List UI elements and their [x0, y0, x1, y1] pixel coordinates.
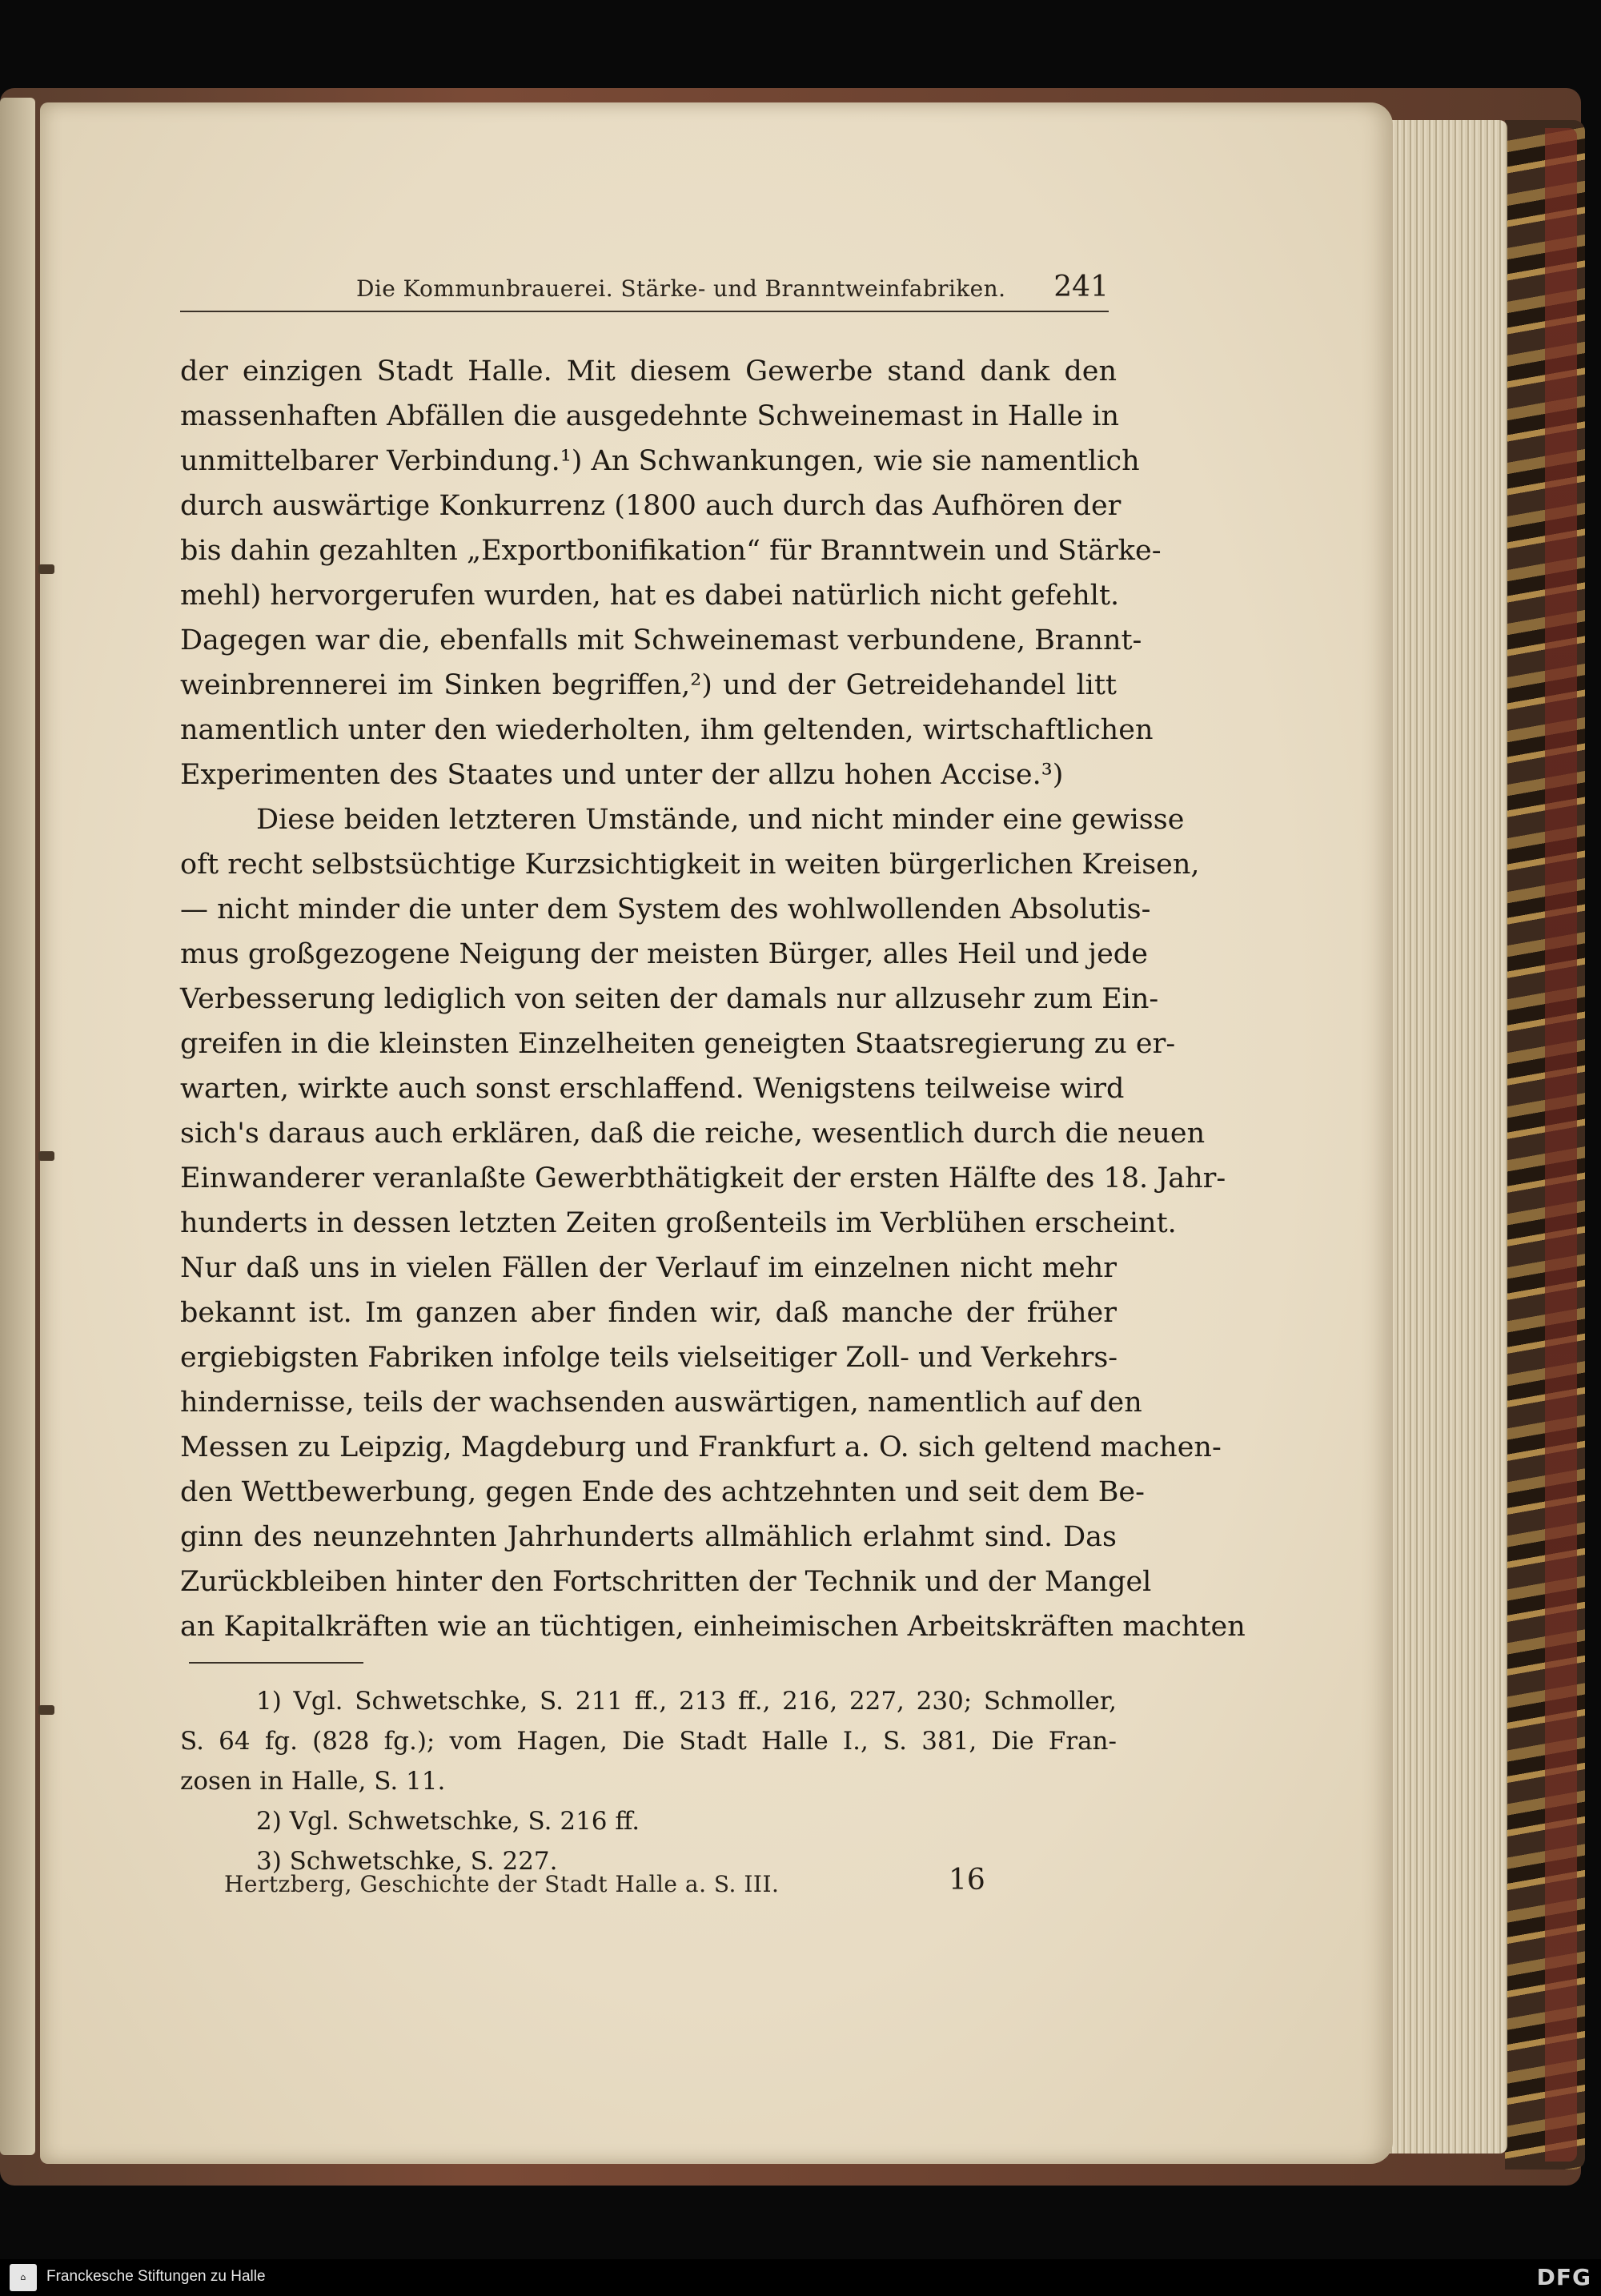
leather-spine — [1545, 128, 1577, 2162]
text-line: Experimenten des Staates und unter der allzu hohen Accise.³) — [180, 759, 1064, 791]
text-line: hunderts in dessen letzten Zeiten großenteils im Verblühen erscheint. — [180, 1207, 1177, 1239]
text-line: Diese beiden letzteren Umstände, und nicht minder eine gewisse — [256, 804, 1185, 836]
footnote-line: 2) Vgl. Schwetschke, S. 216 ff. — [256, 1807, 640, 1836]
body-text — [180, 349, 1246, 1649]
binding-thread — [38, 564, 54, 574]
text-line: weinbrennerei im Sinken begriffen,²) und der Getreidehandel litt — [180, 669, 1117, 701]
footnote-line: 1) Vgl. Schwetschke, S. 211 ff., 213 ff., 216, 227, 230; Schmoller, — [256, 1687, 1117, 1716]
footnotes — [180, 1681, 1117, 1881]
viewer-footer-bar — [0, 2259, 1601, 2296]
text-line: bekannt ist. Im ganzen aber finden wir, daß manche der früher — [180, 1297, 1117, 1329]
institution-logo-icon: ⌂ — [10, 2264, 37, 2291]
text-line: an Kapitalkräften wie an tüchtigen, einheimischen Arbeitskräften machten — [180, 1611, 1246, 1643]
footnote-rule — [189, 1662, 363, 1664]
sheet-number: 16 — [949, 1864, 985, 1897]
text-line: Dagegen war die, ebenfalls mit Schweinemast verbundene, Brannt- — [180, 624, 1142, 656]
text-line: unmittelbarer Verbindung.¹) An Schwankungen, wie sie namentlich — [180, 445, 1140, 477]
running-title: Die Kommunbrauerei. Stärke- und Branntweinfabriken. — [356, 275, 1006, 302]
text-line: der einzigen Stadt Halle. Mit diesem Gewerbe stand dank den — [180, 355, 1117, 387]
footnote-line: 3) Schwetschke, S. 227. — [256, 1847, 558, 1876]
text-line: Nur daß uns in vielen Fällen der Verlauf im einzelnen nicht mehr — [180, 1252, 1117, 1284]
text-line: namentlich unter den wiederholten, ihm geltenden, wirtschaftlichen — [180, 714, 1154, 746]
footnote-line: S. 64 fg. (828 fg.); vom Hagen, Die Stadt Halle I., S. 381, Die Fran- — [180, 1727, 1117, 1756]
running-head — [180, 271, 1109, 312]
printer-signature: Hertzberg, Geschichte der Stadt Halle a. S. III. — [224, 1871, 780, 1897]
text-line: warten, wirkte auch sonst erschlaffend. Wenigstens teilweise wird — [180, 1073, 1125, 1105]
page-stack-edge — [1375, 120, 1507, 2154]
text-line: den Wettbewerbung, gegen Ende des achtzehnten und seit dem Be- — [180, 1476, 1145, 1508]
text-line: Einwanderer veranlaßte Gewerbthätigkeit der ersten Hälfte des 18. Jahr- — [180, 1162, 1226, 1194]
facing-page-edge — [0, 98, 35, 2155]
dfg-logo: DFG — [1536, 2264, 1591, 2290]
text-line: greifen in die kleinsten Einzelheiten geneigten Staatsregierung zu er- — [180, 1028, 1176, 1060]
text-line: mus großgezogene Neigung der meisten Bürger, alles Heil und jede — [180, 938, 1148, 970]
text-line: bis dahin gezahlten „Exportbonifikation“ für Branntwein und Stärke- — [180, 535, 1162, 567]
institution-name[interactable]: Franckesche Stiftungen zu Halle — [46, 2268, 266, 2285]
text-line: mehl) hervorgerufen wurden, hat es dabei natürlich nicht gefehlt. — [180, 580, 1120, 612]
text-line: Zurückbleiben hinter den Fortschritten der Technik und der Mangel — [180, 1566, 1152, 1598]
page-number: 241 — [1053, 271, 1109, 303]
text-line: durch auswärtige Konkurrenz (1800 auch durch das Aufhören der — [180, 490, 1122, 522]
text-line: massenhaften Abfällen die ausgedehnte Schweinemast in Halle in — [180, 400, 1119, 432]
text-line: sich's daraus auch erklären, daß die reiche, wesentlich durch die neuen — [180, 1118, 1206, 1150]
text-line: ginn des neunzehnten Jahrhunderts allmählich erlahmt sind. Das — [180, 1521, 1117, 1553]
text-line: oft recht selbstsüchtige Kurzsichtigkeit in weiten bürgerlichen Kreisen, — [180, 849, 1200, 881]
footnote-line: zosen in Halle, S. 11. — [180, 1767, 446, 1796]
text-line: Messen zu Leipzig, Magdeburg und Frankfurt a. O. sich geltend machen- — [180, 1431, 1222, 1463]
binding-thread — [38, 1705, 54, 1715]
text-line: Verbesserung lediglich von seiten der damals nur allzusehr zum Ein- — [180, 983, 1159, 1015]
text-line: ergiebigsten Fabriken infolge teils vielseitiger Zoll- und Verkehrs- — [180, 1342, 1118, 1374]
binding-thread — [38, 1151, 54, 1161]
text-line: — nicht minder die unter dem System des wohlwollenden Absolutis- — [180, 893, 1151, 925]
text-line: hindernisse, teils der wachsenden auswärtigen, namentlich auf den — [180, 1387, 1142, 1419]
